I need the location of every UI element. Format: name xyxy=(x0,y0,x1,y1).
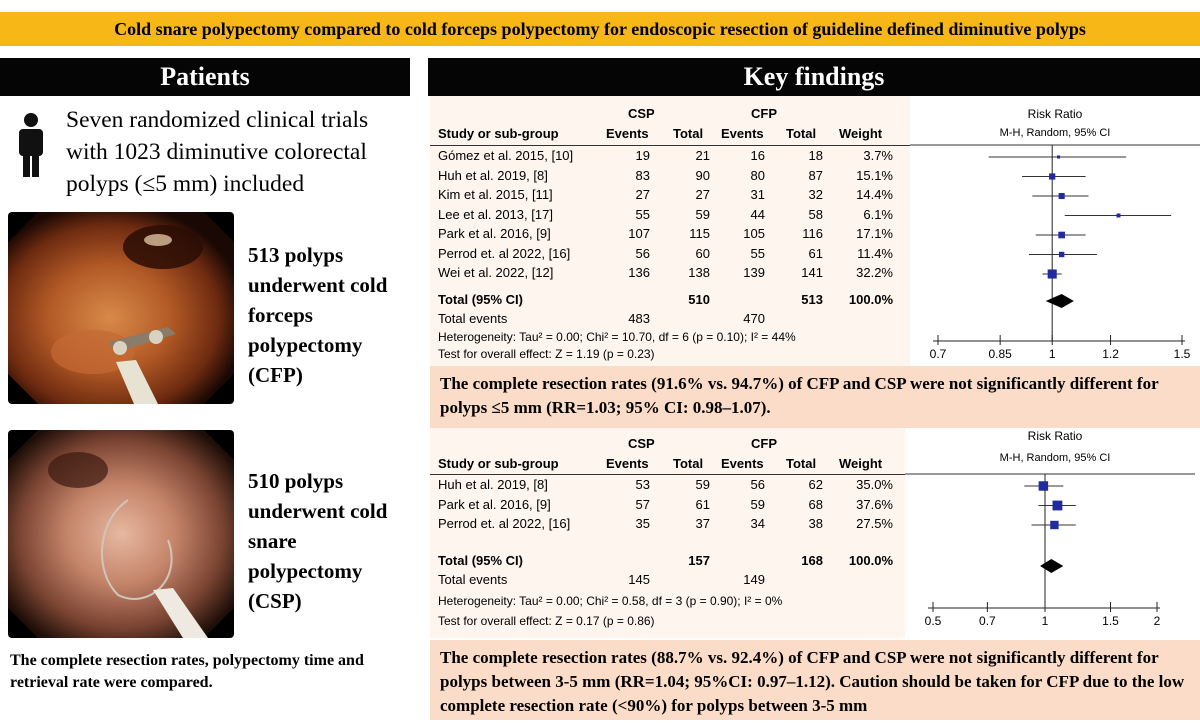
x-tick-label: 2 xyxy=(1153,614,1161,628)
patients-header: Patients xyxy=(0,58,410,96)
cfp-events: 56 xyxy=(750,477,765,492)
cfp-group-header: CFP xyxy=(751,106,777,121)
csp-total: 115 xyxy=(689,226,710,241)
total-events-cfp-2: 149 xyxy=(743,572,765,587)
weight-header: Weight xyxy=(839,126,883,141)
cfp-total: 38 xyxy=(808,516,823,531)
overall-effect-row-2 xyxy=(430,614,905,634)
csp-events: 83 xyxy=(635,167,650,183)
forest-table-2 xyxy=(430,428,905,638)
cfp-events: 105 xyxy=(743,226,765,241)
cfp-events: 31 xyxy=(750,187,765,202)
csp-total: 59 xyxy=(695,206,710,222)
total-label: Total (95% CI) xyxy=(438,292,523,307)
study-name: Kim et al. 2015, [11] xyxy=(438,187,553,202)
total-row-2 xyxy=(430,553,905,573)
x-tick-label: 0.85 xyxy=(988,347,1012,361)
cfp-total: 116 xyxy=(802,226,823,241)
study-row xyxy=(430,265,910,285)
study-col-header-2: Study or sub-group xyxy=(438,456,559,471)
study-weight: 27.5% xyxy=(856,516,893,531)
cfp-total: 62 xyxy=(808,477,823,492)
total-events-csp-2: 145 xyxy=(628,572,650,587)
cfp-total: 61 xyxy=(808,245,823,261)
x-tick-label: 1.5 xyxy=(1102,614,1119,628)
csp-caption: 510 polyps underwent cold snare polypectomy (CSP) xyxy=(248,469,388,613)
study-weight: 3.7% xyxy=(863,148,893,163)
study-row xyxy=(430,226,910,246)
study-name: Park et al. 2016, [9] xyxy=(438,496,551,512)
pooled-diamond xyxy=(1046,294,1074,308)
study-weight: 17.1% xyxy=(856,226,893,241)
study-col-header: Study or sub-group xyxy=(438,126,559,141)
cfp-total: 32 xyxy=(808,187,823,202)
csp-events-header: Events xyxy=(606,126,649,141)
findings-header: Key findings xyxy=(428,58,1200,96)
study-name: Perrod et. al 2022, [16] xyxy=(438,516,571,531)
total-weight-2: 100.0% xyxy=(848,553,893,568)
total-events-row xyxy=(430,311,910,331)
study-row xyxy=(430,497,905,517)
study-point xyxy=(1057,155,1060,158)
pooled-diamond xyxy=(1040,559,1063,573)
study-weight: 37.6% xyxy=(856,496,893,512)
forest-plot-2-svg xyxy=(905,428,1200,638)
csp-events: 107 xyxy=(628,226,650,241)
cfp-total: 18 xyxy=(808,148,823,163)
study-point xyxy=(1059,193,1065,199)
csp-events-header-2: Events xyxy=(606,456,649,471)
study-row xyxy=(430,516,905,536)
study-name: Park et al. 2016, [9] xyxy=(438,226,551,241)
study-row xyxy=(430,148,910,168)
cfp-events-header: Events xyxy=(721,126,764,141)
forest-plot-1-svg xyxy=(910,96,1200,366)
cfp-total-header: Total xyxy=(786,126,817,141)
study-row xyxy=(430,477,905,497)
csp-events: 136 xyxy=(628,265,650,280)
header-divider xyxy=(430,145,910,146)
csp-group-header: CSP xyxy=(628,106,655,121)
risk-ratio-header: Risk Ratio xyxy=(1027,429,1083,443)
study-weight: 35.0% xyxy=(856,477,893,492)
risk-ratio-method: M-H, Random, 95% CI xyxy=(999,127,1111,139)
cfp-events-header-2: Events xyxy=(721,456,764,471)
cfp-events: 59 xyxy=(750,496,765,512)
study-point xyxy=(1049,173,1055,179)
total-row xyxy=(430,292,910,312)
cfp-events: 80 xyxy=(750,167,765,183)
result-box-2: The complete resection rates (88.7% vs. 92.4%) of CFP and CSP were not significantly different for polyps between 3-5 mm (RR=1.04; 95%CI: 0.97–1.12). Caution should be taken for CFP due to the low complete resection rate (<90%) for polyps between 3-5 mm xyxy=(430,640,1200,720)
forest-2-group-headers xyxy=(430,436,905,456)
csp-total-header: Total xyxy=(673,126,704,141)
study-row xyxy=(430,246,910,266)
study-row xyxy=(430,207,910,227)
overall-effect-text: Test for overall effect: Z = 1.19 (p = 0.23) xyxy=(438,347,655,361)
forest-table-1 xyxy=(430,96,910,366)
cfp-total-header-2: Total xyxy=(786,456,817,471)
study-weight: 6.1% xyxy=(863,206,893,222)
header-divider-2 xyxy=(430,474,905,475)
total-weight: 100.0% xyxy=(848,292,893,307)
study-point xyxy=(1053,501,1063,511)
study-point xyxy=(1058,232,1065,239)
cfp-total: 141 xyxy=(801,265,823,280)
csp-group-header-2: CSP xyxy=(628,436,655,451)
snare-endoscopy-image xyxy=(8,430,234,638)
page-title: Cold snare polypectomy compared to cold forceps polypectomy for endoscopic resection of guideline defined diminutive polyps xyxy=(0,12,1200,46)
study-name: Gómez et al. 2015, [10] xyxy=(438,148,574,163)
cfp-group-header-2: CFP xyxy=(751,436,777,451)
cfp-total: 87 xyxy=(808,167,823,183)
forest-column-headers xyxy=(430,126,910,146)
study-weight: 14.4% xyxy=(856,187,893,202)
csp-events: 19 xyxy=(635,148,650,163)
total-csp: 510 xyxy=(688,292,710,307)
cfp-total: 68 xyxy=(808,496,823,512)
total-cfp: 513 xyxy=(801,292,823,307)
study-point xyxy=(1048,269,1057,278)
forest-plot-1 xyxy=(430,96,1200,366)
cfp-total: 58 xyxy=(808,206,823,222)
total-events-csp: 483 xyxy=(628,311,650,326)
study-name: Wei et al. 2022, [12] xyxy=(438,265,554,280)
cfp-events: 16 xyxy=(750,148,765,163)
cfp-events: 139 xyxy=(743,265,765,280)
study-point xyxy=(1059,252,1064,257)
x-tick-label: 1 xyxy=(1041,614,1049,628)
csp-events: 55 xyxy=(635,206,650,222)
csp-events: 57 xyxy=(635,496,650,512)
study-point xyxy=(1050,521,1058,529)
csp-events: 27 xyxy=(635,187,650,202)
study-name: Perrod et. al 2022, [16] xyxy=(438,245,571,261)
x-tick-label: 0.5 xyxy=(924,614,942,628)
total-events-label-2: Total events xyxy=(438,572,508,587)
study-name: Huh et al. 2019, [8] xyxy=(438,167,548,183)
csp-total: 37 xyxy=(695,516,710,531)
total-csp-2: 157 xyxy=(688,553,710,568)
csp-total: 90 xyxy=(695,167,710,183)
person-icon xyxy=(14,112,48,178)
csp-total: 27 xyxy=(695,187,710,202)
csp-total: 138 xyxy=(688,265,710,280)
study-point xyxy=(1039,481,1048,490)
overall-effect-text-2: Test for overall effect: Z = 0.17 (p = 0.86) xyxy=(438,614,655,628)
cfp-caption: 513 polyps underwent cold forceps polypectomy (CFP) xyxy=(248,243,388,387)
x-tick-label: 1.5 xyxy=(1173,347,1191,361)
cfp-events: 34 xyxy=(750,516,765,531)
study-row xyxy=(430,187,910,207)
csp-total: 60 xyxy=(695,245,710,261)
x-tick-label: 0.7 xyxy=(979,614,996,628)
csp-total: 59 xyxy=(695,477,710,492)
result-box-1: The complete resection rates (91.6% vs. 94.7%) of CFP and CSP were not significantly different for polyps ≤5 mm (RR=1.03; 95% CI: 0.98–1.07). xyxy=(430,366,1200,428)
overall-effect-row xyxy=(430,347,910,367)
forest-plot-2 xyxy=(430,428,1200,638)
heterogeneity-text: Heterogeneity: Tau² = 0.00; Chi² = 10.70, df = 6 (p = 0.10); I² = 44% xyxy=(438,330,796,344)
csp-total: 61 xyxy=(695,496,710,512)
forceps-endoscopy-image xyxy=(8,212,234,404)
x-tick-label: 0.7 xyxy=(929,347,947,361)
study-weight: 11.4% xyxy=(857,245,893,261)
total-label-2: Total (95% CI) xyxy=(438,553,523,568)
total-events-label: Total events xyxy=(438,311,508,326)
study-name: Huh et al. 2019, [8] xyxy=(438,477,548,492)
total-cfp-2: 168 xyxy=(801,553,823,568)
study-row xyxy=(430,168,910,188)
risk-ratio-method: M-H, Random, 95% CI xyxy=(999,452,1111,464)
csp-total-header-2: Total xyxy=(673,456,704,471)
study-weight: 32.2% xyxy=(856,265,893,280)
csp-events: 56 xyxy=(635,245,650,261)
total-events-cfp: 470 xyxy=(743,311,765,326)
cfp-events: 55 xyxy=(750,245,765,261)
csp-events: 53 xyxy=(635,477,650,492)
weight-header-2: Weight xyxy=(839,456,883,471)
csp-total: 21 xyxy=(695,148,710,163)
patients-intro: Seven randomized clinical trials with 1023 diminutive colorectal polyps (≤5 mm) included xyxy=(66,107,369,197)
x-tick-label: 1.2 xyxy=(1102,347,1119,361)
forest-2-column-headers xyxy=(430,456,905,476)
cfp-events: 44 xyxy=(750,206,765,222)
forest-group-headers xyxy=(430,106,910,126)
risk-ratio-header: Risk Ratio xyxy=(1027,107,1083,121)
heterogeneity-row-2 xyxy=(430,594,910,614)
x-tick-label: 1 xyxy=(1048,347,1056,361)
comparison-note: The complete resection rates, polypectomy time and retrieval rate were compared. xyxy=(10,652,364,691)
total-events-row-2 xyxy=(430,572,905,592)
study-point xyxy=(1116,214,1120,218)
study-weight: 15.1% xyxy=(856,167,893,183)
csp-events: 35 xyxy=(635,516,650,531)
study-name: Lee et al. 2013, [17] xyxy=(438,206,553,222)
heterogeneity-text-2: Heterogeneity: Tau² = 0.00; Chi² = 0.58, df = 3 (p = 0.90); I² = 0% xyxy=(438,594,783,608)
